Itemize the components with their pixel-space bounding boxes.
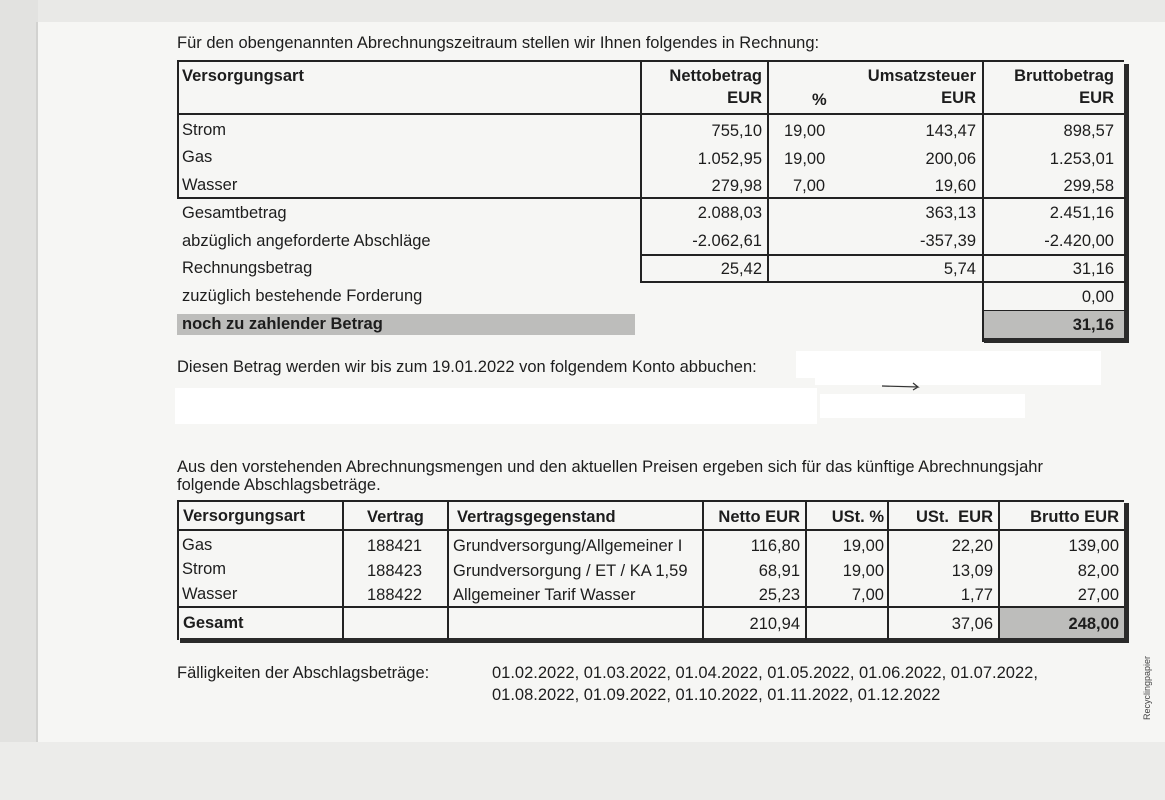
table1-invoice-top-border (640, 254, 1126, 256)
due-gross: 31,16 (1072, 316, 1114, 334)
t2-row-contract: 188421 (367, 537, 423, 555)
total-gross: 2.451,16 (1049, 204, 1114, 222)
t2-header-type: Versorgungsart (183, 507, 305, 525)
total-net: 2.088,03 (697, 204, 762, 222)
redacted-iban (820, 394, 1025, 418)
existing-gross: 0,00 (1081, 288, 1114, 306)
t2-row-net: 116,80 (750, 537, 800, 555)
t2-row-contract: 188423 (367, 562, 423, 580)
row-gross: 299,58 (1063, 177, 1114, 195)
t2-row-vat: 1,77 (960, 586, 993, 604)
deduction-label: abzüglich angeforderte Abschläge (182, 232, 431, 250)
t2-row-percent: 19,00 (842, 562, 884, 580)
redacted-account (796, 351, 1101, 385)
t2-total-vat: 37,06 (951, 615, 993, 633)
intro-text: Für den obengenannten Abrechnungszeitraum stellen wir Ihnen folgendes in Rechnung: (177, 34, 820, 52)
invoice-gross: 31,16 (1072, 260, 1114, 278)
t2-row-contract: 188422 (367, 586, 423, 604)
t2-row-type: Strom (182, 560, 227, 578)
due-dates-line-2: 01.08.2022, 01.09.2022, 01.10.2022, 01.11.2022, 01.12.2022 (492, 686, 941, 704)
header-vat-1: Umsatzsteuer (867, 67, 976, 85)
pen-mark-icon (880, 380, 925, 392)
debit-text: Diesen Betrag werden wir bis zum 19.01.2022 von folgendem Konto abbuchen: (177, 358, 757, 376)
t2-row-percent: 19,00 (842, 537, 884, 555)
t2-header-contract: Vertrag (367, 508, 424, 526)
header-net-1: Nettobetrag (669, 67, 762, 85)
t2-row-gross: 82,00 (1077, 562, 1119, 580)
header-percent: % (812, 91, 827, 109)
t2-total-net: 210,94 (749, 615, 800, 633)
total-label: Gesamtbetrag (182, 204, 287, 222)
row-gross: 898,57 (1063, 122, 1114, 140)
table2-shadow-bottom (180, 638, 1129, 643)
t2-row-subject: Grundversorgung/Allgemeiner I (453, 537, 683, 555)
row-percent: 7,00 (793, 177, 826, 195)
t2-header-net: Netto EUR (718, 508, 800, 526)
forecast-text-line-1: Aus den vorstehenden Abrechnungsmengen und den aktuellen Preisen ergeben sich für das künftige Abrechnungsjahr (177, 458, 1043, 476)
total-vat: 363,13 (925, 204, 976, 222)
header-gross-2: EUR (1079, 89, 1114, 107)
t2-header-vat: USt. EUR (915, 508, 993, 526)
t2-row-gross: 27,00 (1077, 586, 1119, 604)
table1-shadow-right (1124, 64, 1129, 343)
recycling-paper-note: Recyclingpapier (1142, 655, 1152, 720)
t2-row-subject: Grundversorgung / ET / KA 1,59 (453, 562, 688, 580)
table1-invoice-bottom-border (640, 281, 1126, 283)
invoice-label: Rechnungsbetrag (182, 259, 313, 277)
table2-left-border (177, 500, 179, 640)
scan-bottom-margin (0, 742, 1165, 800)
table2-top-border (177, 500, 1124, 502)
invoice-net: 25,42 (720, 260, 762, 278)
redacted-line-cover (175, 378, 815, 388)
row-vat: 19,60 (934, 177, 976, 195)
due-dates-line-1: 01.02.2022, 01.03.2022, 01.04.2022, 01.05.2022, 01.06.2022, 01.07.2022, (492, 664, 1038, 682)
t2-total-gross: 248,00 (1068, 615, 1119, 633)
table1-col-divider-3 (982, 60, 984, 342)
deduction-gross: -2.420,00 (1044, 232, 1114, 250)
deduction-net: -2.062,61 (692, 232, 762, 250)
row-vat: 143,47 (925, 122, 976, 140)
t2-row-type: Wasser (182, 585, 238, 603)
t2-row-vat: 22,20 (951, 537, 993, 555)
table1-left-border (177, 60, 179, 199)
row-gross: 1.253,01 (1049, 150, 1114, 168)
header-supply-type: Versorgungsart (182, 67, 304, 85)
table2-header-bottom-border (177, 529, 1124, 531)
table1-shadow-bottom (984, 338, 1129, 343)
redacted-bank-details (175, 388, 817, 424)
table2-shadow-right (1124, 503, 1129, 643)
t2-row-percent: 7,00 (851, 586, 884, 604)
header-vat-2: EUR (941, 89, 976, 107)
t2-header-gross: Brutto EUR (1030, 508, 1119, 526)
t2-row-net: 25,23 (758, 586, 800, 604)
row-percent: 19,00 (784, 122, 826, 140)
table1-total-top-border (640, 197, 1126, 199)
table2-total-top-border (177, 606, 1124, 608)
row-type: Gas (182, 148, 213, 166)
forecast-text-line-2: folgende Abschlagsbeträge. (177, 476, 381, 494)
row-type: Wasser (182, 176, 238, 194)
t2-total-label: Gesamt (183, 614, 244, 632)
table2-col-divider-2 (447, 500, 449, 640)
t2-row-type: Gas (182, 536, 213, 554)
row-net: 1.052,95 (697, 150, 762, 168)
t2-header-subject: Vertragsgegenstand (457, 508, 616, 526)
deduction-vat: -357,39 (920, 232, 976, 250)
header-net-2: EUR (727, 89, 762, 107)
due-dates-label: Fälligkeiten der Abschlagsbeträge: (177, 664, 430, 682)
t2-row-net: 68,91 (758, 562, 800, 580)
existing-label: zuzüglich bestehende Forderung (182, 287, 423, 305)
t2-header-percent: USt. % (831, 508, 884, 526)
due-label: noch zu zahlender Betrag (182, 315, 383, 333)
table1-col-divider-2 (767, 60, 769, 282)
row-net: 755,10 (711, 122, 762, 140)
scan-margin (0, 0, 38, 800)
t2-row-vat: 13,09 (951, 562, 993, 580)
row-net: 279,98 (711, 177, 762, 195)
table2-col-divider-1 (342, 500, 344, 640)
row-percent: 19,00 (784, 150, 826, 168)
table1-items-bottom-border (177, 197, 641, 199)
invoice-vat: 5,74 (943, 260, 976, 278)
row-vat: 200,06 (925, 150, 976, 168)
row-type: Strom (182, 121, 227, 139)
t2-row-gross: 139,00 (1068, 537, 1119, 555)
header-gross-1: Bruttobetrag (1014, 67, 1114, 85)
t2-row-subject: Allgemeiner Tarif Wasser (453, 586, 636, 604)
